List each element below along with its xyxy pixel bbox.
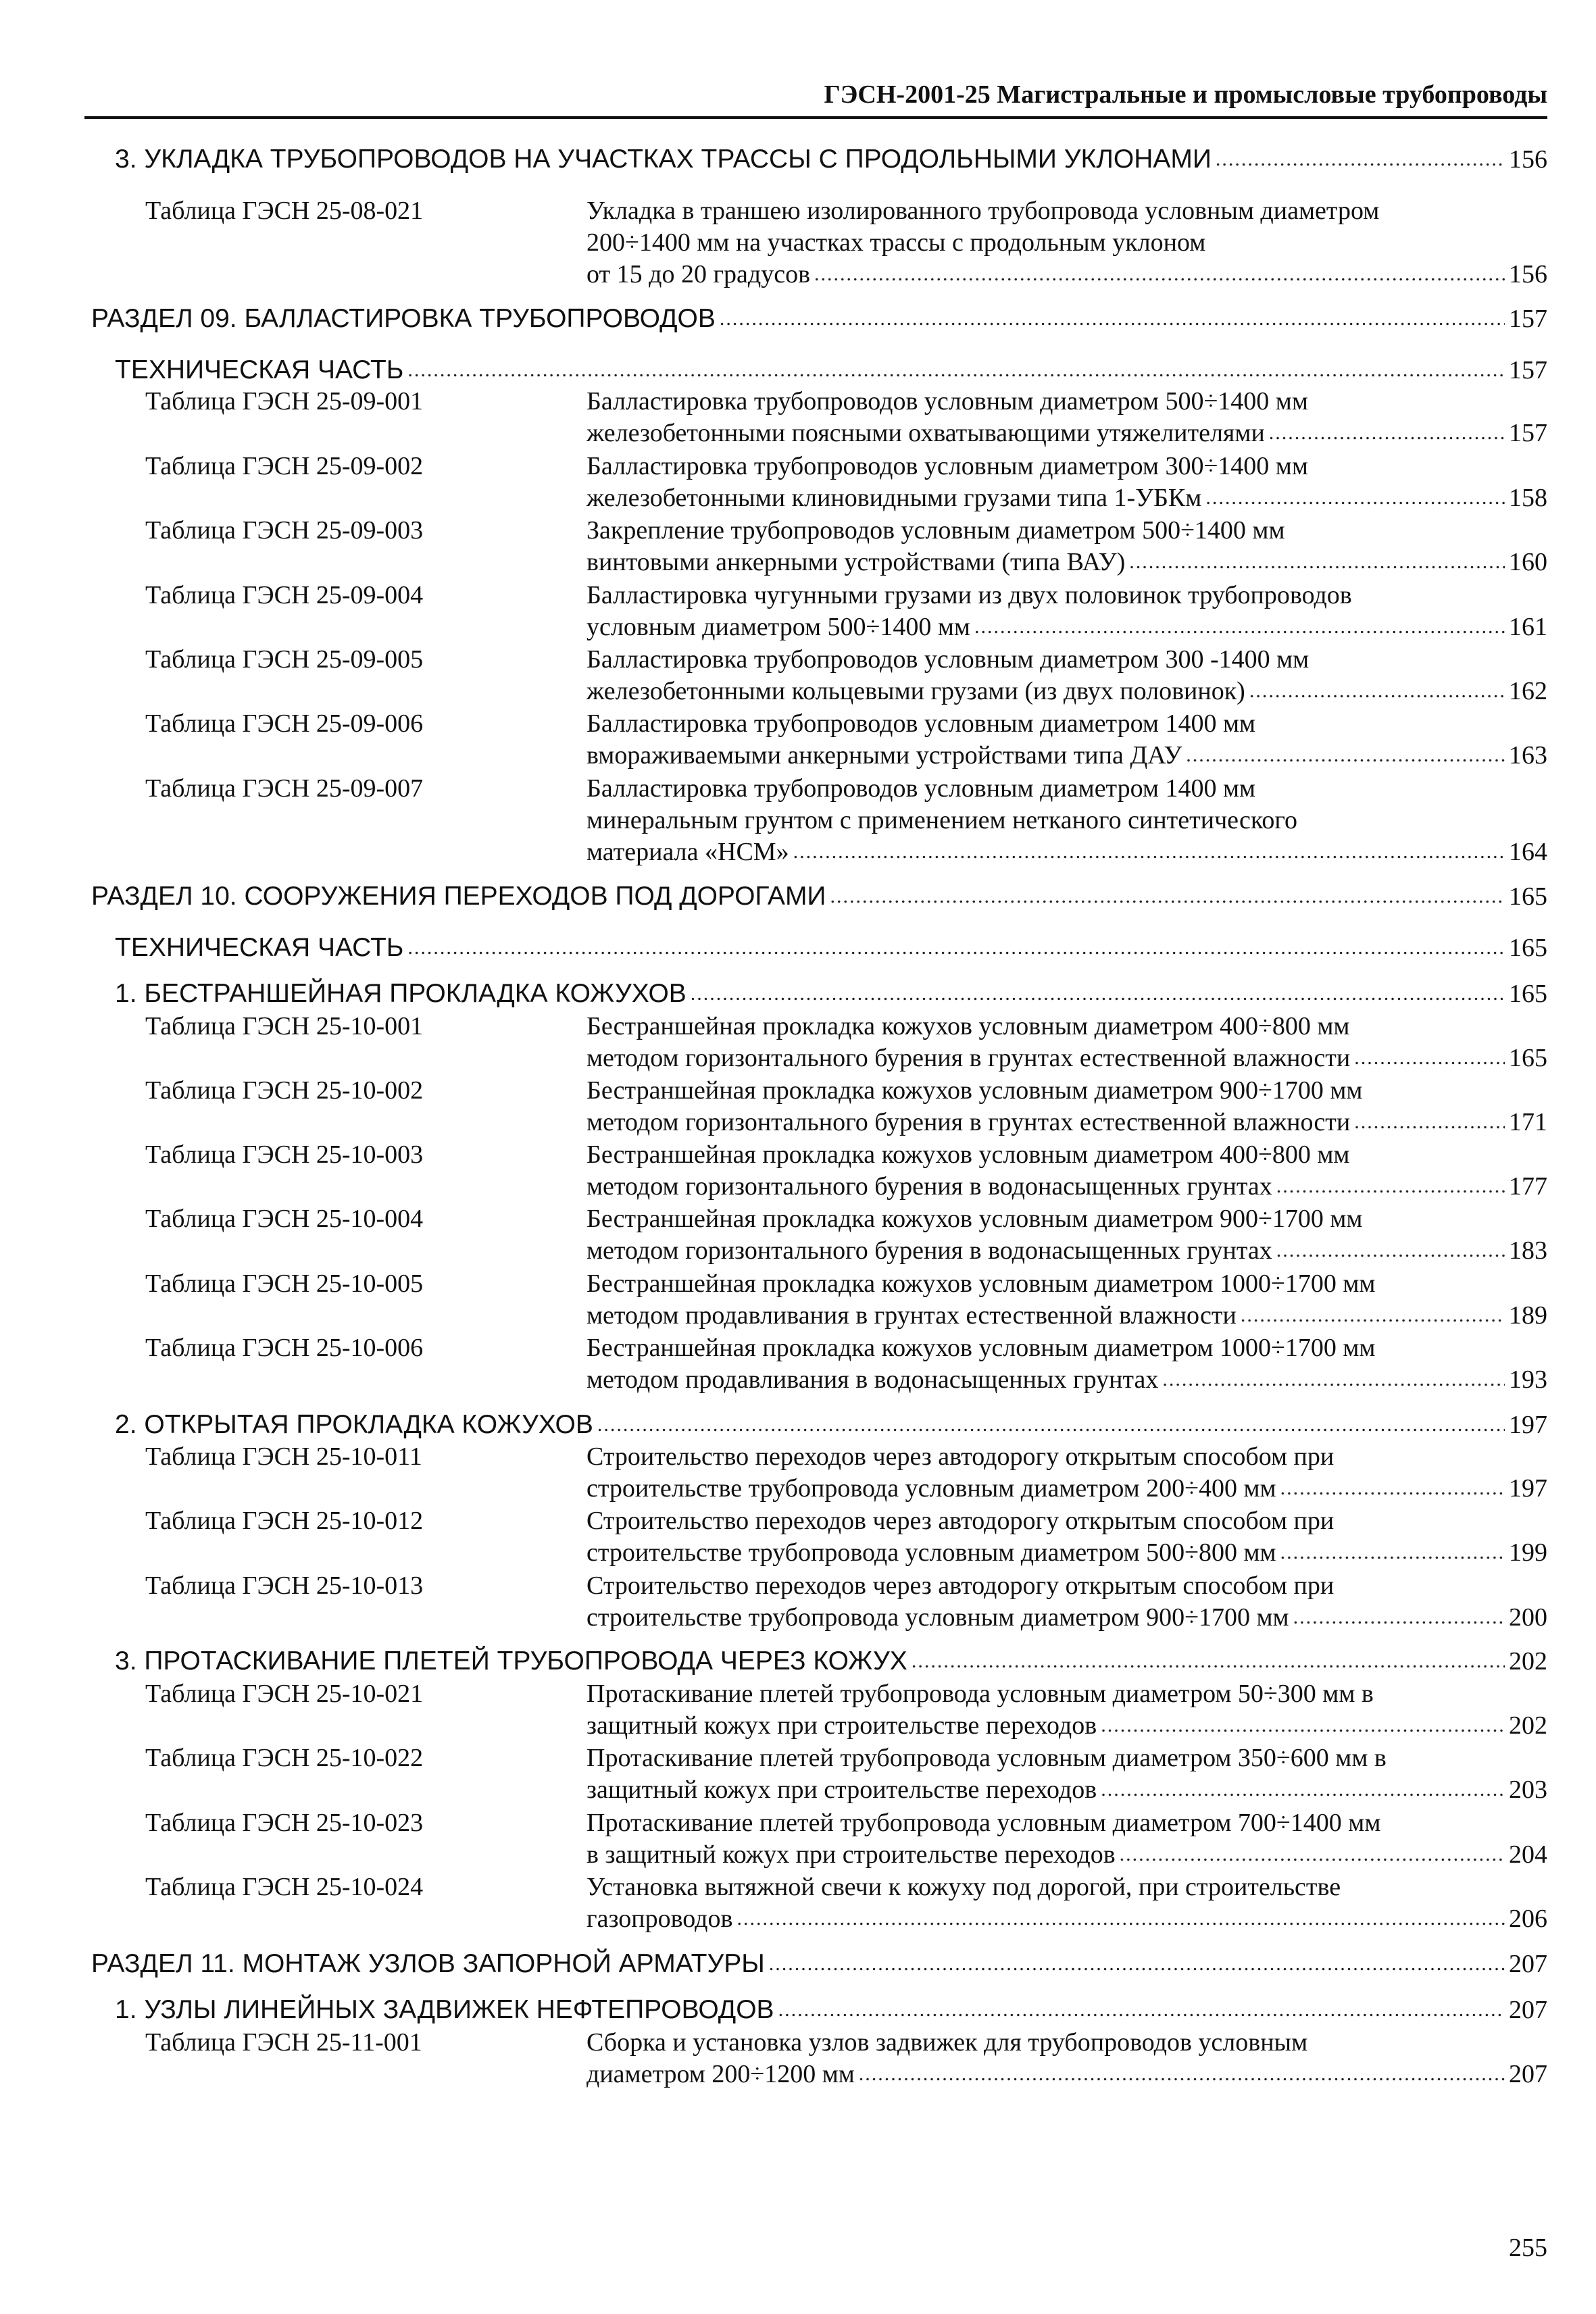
dot-leader <box>769 1949 1505 1979</box>
toc-entry-text: диаметром 200÷1200 мм <box>587 2060 855 2088</box>
toc-entry-text: от 15 до 20 градусов <box>587 260 811 288</box>
toc-page-number: 161 <box>1509 613 1547 641</box>
toc-page-number: 171 <box>1509 1108 1547 1136</box>
toc-entry-text: защитный кожух при строительстве переходов <box>587 1776 1097 1804</box>
toc-entry-line <box>587 222 1205 257</box>
toc-entry-line <box>587 607 1547 642</box>
dot-leader <box>830 882 1505 911</box>
toc-entry-text: Протаскивание плетей трубопровода условным диаметром 50÷300 мм в <box>587 1680 1374 1708</box>
toc-page-number: 157 <box>1509 356 1547 384</box>
table-ref-label: Таблица ГЭСН 25-10-004 <box>145 1205 424 1233</box>
dot-leader <box>859 2059 1505 2089</box>
toc-heading <box>91 1944 1547 1979</box>
dot-leader <box>814 259 1505 289</box>
toc-entry-line <box>587 478 1547 513</box>
dot-leader <box>1162 1365 1505 1394</box>
table-ref-label: Таблица ГЭСН 25-09-004 <box>145 581 424 609</box>
toc-page-number: 165 <box>1509 934 1547 962</box>
toc-entry-text: железобетонными кольцевыми грузами (из двух половинок) <box>587 677 1245 705</box>
toc-entry-line <box>587 575 1352 610</box>
toc-entry-text: Бестраншейная прокладка кожухов условным диаметром 400÷800 мм <box>587 1140 1350 1169</box>
dot-leader <box>691 979 1505 1009</box>
toc-page-number: 165 <box>1509 1044 1547 1072</box>
dot-leader <box>1276 1236 1505 1265</box>
table-ref-label: Таблица ГЭСН 25-10-022 <box>145 1744 424 1772</box>
toc-entry-line <box>587 1328 1375 1363</box>
toc-entry-line <box>587 1803 1380 1838</box>
toc-entry-line <box>587 1738 1387 1773</box>
table-ref-label: Таблица ГЭСН 25-11-001 <box>145 2028 422 2057</box>
toc-entry-text: строительстве трубопровода условным диаметром 200÷400 мм <box>587 1474 1276 1503</box>
toc-entry-line <box>587 1565 1334 1601</box>
toc-heading-text: 1. БЕСТРАНШЕЙНАЯ ПРОКЛАДКА КОЖУХОВ <box>115 979 687 1008</box>
toc-entry-line <box>587 1006 1349 1041</box>
dot-leader <box>1186 740 1505 770</box>
toc-heading-text: ТЕХНИЧЕСКАЯ ЧАСТЬ <box>115 355 404 384</box>
toc-entry-text: Строительство переходов через автодорогу открытым способом при <box>587 1507 1335 1535</box>
table-ref-label: Таблица ГЭСН 25-09-006 <box>145 709 424 738</box>
toc-heading <box>115 350 1547 385</box>
toc-heading <box>115 974 1547 1009</box>
table-ref-label: Таблица ГЭСН 25-09-007 <box>145 774 424 803</box>
toc-entry-line <box>587 735 1547 770</box>
toc-entry-line <box>587 1769 1547 1805</box>
toc-entry-line <box>587 768 1255 803</box>
toc-entry-text: Сборка и установка узлов задвижек для трубопроводов условным <box>587 2028 1308 2057</box>
toc-entry-line <box>587 1038 1547 1073</box>
toc-entry-text: методом горизонтального бурения в грунтах естественной влажности <box>587 1044 1351 1072</box>
toc-entry-text: защитный кожух при строительстве переходов <box>587 1711 1097 1740</box>
dot-leader <box>407 933 1505 963</box>
dot-leader <box>1101 1711 1505 1740</box>
toc-page-number: 165 <box>1509 980 1547 1008</box>
toc-heading-text: РАЗДЕЛ 09. БАЛЛАСТИРОВКА ТРУБОПРОВОДОВ <box>91 304 716 333</box>
toc-entry-text: железобетонными клиновидными грузами типа 1-УБКм <box>587 484 1202 512</box>
toc-entry-text: методом горизонтального бурения в водонасыщенных грунтах <box>587 1236 1272 1265</box>
dot-leader <box>1101 1775 1505 1805</box>
dot-leader <box>793 837 1505 867</box>
toc-entry-text: Балластировка трубопроводов условным диаметром 300÷1400 мм <box>587 452 1308 480</box>
dot-leader <box>974 612 1505 642</box>
toc-entry-text: методом продавливания в водонасыщенных грунтах <box>587 1365 1159 1394</box>
toc-entry-text: Балластировка трубопроводов условным диаметром 500÷1400 мм <box>587 387 1308 416</box>
table-ref-label: Таблица ГЭСН 25-10-006 <box>145 1334 424 1362</box>
toc-entry-text: Бестраншейная прокладка кожухов условным диаметром 900÷1700 мм <box>587 1205 1363 1233</box>
running-header: ГЭСН-2001-25 Магистральные и промысловые трубопроводы <box>824 80 1547 109</box>
toc-page-number: 197 <box>1509 1474 1547 1503</box>
toc-entry-text: Укладка в траншею изолированного трубопровода условным диаметром <box>587 197 1380 225</box>
toc-entry-line <box>587 2022 1307 2057</box>
toc-page-number: 189 <box>1509 1301 1547 1330</box>
toc-heading <box>115 1990 1547 2025</box>
table-ref-label: Таблица ГЭСН 25-10-011 <box>145 1442 422 1471</box>
toc-entry-text: Бестраншейная прокладка кожухов условным диаметром 400÷800 мм <box>587 1012 1350 1040</box>
toc-page-number: 207 <box>1509 1950 1547 1978</box>
toc-entry-line <box>587 254 1547 289</box>
toc-entry-line <box>587 1436 1334 1472</box>
toc-page-number: 202 <box>1509 1711 1547 1740</box>
toc-page-number: 183 <box>1509 1236 1547 1265</box>
toc-entry-line <box>587 1199 1362 1234</box>
toc-entry-line <box>587 1070 1362 1105</box>
toc-heading-text: 2. ОТКРЫТАЯ ПРОКЛАДКА КОЖУХОВ <box>115 1410 593 1439</box>
toc-entry-text: методом продавливания в грунтах естественной влажности <box>587 1301 1237 1330</box>
toc-heading <box>115 1405 1547 1440</box>
toc-page-number: 202 <box>1509 1647 1547 1676</box>
table-ref-label: Таблица ГЭСН 25-10-005 <box>145 1269 424 1298</box>
toc-entry-line <box>587 703 1255 738</box>
toc-entry-line <box>587 2054 1547 2089</box>
toc-entry-line <box>587 1134 1349 1169</box>
dot-leader <box>597 1410 1505 1440</box>
toc-heading <box>115 1641 1547 1676</box>
dot-leader <box>720 304 1505 334</box>
dot-leader <box>1354 1043 1505 1073</box>
toc-entry-line <box>587 1166 1547 1201</box>
toc-entry-text: Протаскивание плетей трубопровода условным диаметром 700÷1400 мм <box>587 1809 1381 1837</box>
toc-entry-text: методом горизонтального бурения в грунтах естественной влажности <box>587 1108 1351 1136</box>
toc-page-number: 177 <box>1509 1172 1547 1201</box>
toc-entry-line <box>587 510 1285 545</box>
toc-entry-line <box>587 1102 1547 1137</box>
toc-entry-text: Бестраншейная прокладка кожухов условным диаметром 1000÷1700 мм <box>587 1334 1376 1362</box>
dot-leader <box>1354 1107 1505 1137</box>
toc-heading <box>91 876 1547 911</box>
toc-entry-text: газопроводов <box>587 1905 733 1933</box>
toc-page-number: 206 <box>1509 1905 1547 1933</box>
toc-entry-line <box>587 1597 1547 1632</box>
toc-entry-text: материала «НСМ» <box>587 838 789 866</box>
toc-entry-text: Закрепление трубопроводов условным диаметром 500÷1400 мм <box>587 516 1285 545</box>
toc-page-number: 200 <box>1509 1603 1547 1632</box>
toc-heading-text: 3. УКЛАДКА ТРУБОПРОВОДОВ НА УЧАСТКАХ ТРАССЫ С ПРОДОЛЬНЫМИ УКЛОНАМИ <box>115 145 1212 174</box>
toc-entry-line <box>587 832 1547 867</box>
toc-entry-line <box>587 671 1547 706</box>
toc-entry-text: строительстве трубопровода условным диаметром 500÷800 мм <box>587 1538 1276 1567</box>
toc-page-number: 156 <box>1509 145 1547 174</box>
toc-entry-line <box>587 1705 1547 1740</box>
toc-entry-text: методом горизонтального бурения в водонасыщенных грунтах <box>587 1172 1272 1201</box>
toc-page-number: 164 <box>1509 838 1547 866</box>
table-ref-label: Таблица ГЭСН 25-10-024 <box>145 1873 424 1901</box>
toc-entry-line <box>587 1532 1547 1567</box>
toc-entry-text: Установка вытяжной свечи к кожуху под дорогой, при строительстве <box>587 1873 1341 1901</box>
toc-entry-text: Балластировка трубопроводов условным диаметром 1400 мм <box>587 709 1256 738</box>
toc-entry-line <box>587 1230 1547 1265</box>
dot-leader <box>1280 1538 1505 1567</box>
toc-entry-text: Балластировка трубопроводов условным диаметром 1400 мм <box>587 774 1256 803</box>
toc-page-number: 207 <box>1509 1996 1547 2024</box>
dot-leader <box>1276 1172 1505 1201</box>
toc-entry-line <box>587 1359 1547 1394</box>
toc-page-number: 207 <box>1509 2060 1547 2088</box>
toc-entry-text: условным диаметром 500÷1400 мм <box>587 613 970 641</box>
toc-heading-text: 1. УЗЛЫ ЛИНЕЙНЫХ ЗАДВИЖЕК НЕФТЕПРОВОДОВ <box>115 1995 774 2024</box>
table-ref-label: Таблица ГЭСН 25-10-001 <box>145 1012 424 1040</box>
dot-leader <box>1293 1603 1505 1632</box>
toc-heading <box>115 139 1547 174</box>
toc-page-number: 163 <box>1509 741 1547 770</box>
toc-entry-text: Бестраншейная прокладка кожухов условным диаметром 900÷1700 мм <box>587 1076 1363 1105</box>
dot-leader <box>1249 676 1505 706</box>
table-ref-label: Таблица ГЭСН 25-10-013 <box>145 1571 424 1600</box>
toc-page-number: 156 <box>1509 260 1547 288</box>
toc-page-number: 193 <box>1509 1365 1547 1394</box>
toc-entry-text: Строительство переходов через автодорогу открытым способом при <box>587 1442 1335 1471</box>
toc-entry-text: Балластировка трубопроводов условным диаметром 300 -1400 мм <box>587 645 1310 674</box>
toc-entry-line <box>587 639 1309 674</box>
toc-entry-line <box>587 413 1547 448</box>
table-ref-label: Таблица ГЭСН 25-10-002 <box>145 1076 424 1105</box>
toc-heading-text: ТЕХНИЧЕСКАЯ ЧАСТЬ <box>115 933 404 962</box>
toc-entry-line <box>587 1263 1375 1299</box>
toc-entry-text: строительстве трубопровода условным диаметром 900÷1700 мм <box>587 1603 1289 1632</box>
toc-heading <box>115 928 1547 963</box>
dot-leader <box>778 1995 1505 2025</box>
toc-entry-text: железобетонными поясными охватывающими утяжелителями <box>587 419 1265 447</box>
table-ref-label: Таблица ГЭСН 25-09-002 <box>145 452 424 480</box>
page-number: 255 <box>1509 2234 1547 2262</box>
toc-entry-text: Строительство переходов через автодорогу открытым способом при <box>587 1571 1335 1600</box>
dot-leader <box>1129 547 1505 577</box>
toc-entry-line <box>587 1501 1334 1536</box>
toc-page-number: 203 <box>1509 1776 1547 1804</box>
table-ref-label: Таблица ГЭСН 25-08-021 <box>145 197 424 225</box>
toc-entry-line <box>587 800 1297 835</box>
toc-entry-line <box>587 446 1308 481</box>
toc-heading <box>91 299 1547 334</box>
table-ref-label: Таблица ГЭСН 25-09-005 <box>145 645 424 674</box>
toc-page-number: 197 <box>1509 1411 1547 1439</box>
toc-page-number: 160 <box>1509 548 1547 576</box>
toc-entry-text: Протаскивание плетей трубопровода условным диаметром 350÷600 мм в <box>587 1744 1387 1772</box>
table-ref-label: Таблица ГЭСН 25-10-003 <box>145 1140 424 1169</box>
dot-leader <box>1269 418 1505 448</box>
table-ref-label: Таблица ГЭСН 25-10-023 <box>145 1809 424 1837</box>
header-rule <box>84 116 1547 119</box>
dot-leader <box>912 1646 1505 1676</box>
toc-entry-line <box>587 381 1308 416</box>
table-ref-label: Таблица ГЭСН 25-10-021 <box>145 1680 424 1708</box>
toc-page-number: 204 <box>1509 1840 1547 1869</box>
toc-entry-line <box>587 1867 1341 1902</box>
toc-entry-line <box>587 542 1547 577</box>
toc-heading-text: 3. ПРОТАСКИВАНИЕ ПЛЕТЕЙ ТРУБОПРОВОДА ЧЕРЕЗ КОЖУХ <box>115 1646 907 1676</box>
table-ref-label: Таблица ГЭСН 25-09-001 <box>145 387 424 416</box>
toc-page-number: 199 <box>1509 1538 1547 1567</box>
table-ref-label: Таблица ГЭСН 25-09-003 <box>145 516 424 545</box>
toc-entry-text: винтовыми анкерными устройствами (типа ВАУ) <box>587 548 1126 576</box>
toc-entry-text: Балластировка чугунными грузами из двух половинок трубопроводов <box>587 581 1352 609</box>
dot-leader <box>1241 1301 1505 1330</box>
toc-entry-line <box>587 1295 1547 1330</box>
toc-page-number: 165 <box>1509 882 1547 911</box>
toc-entry-text: 200÷1400 мм на участках трассы с продольным уклоном <box>587 228 1206 257</box>
toc-heading-text: РАЗДЕЛ 10. СООРУЖЕНИЯ ПЕРЕХОДОВ ПОД ДОРОГАМИ <box>91 882 826 911</box>
toc-entry-line <box>587 1674 1374 1709</box>
toc-entry-text: в защитный кожух при строительстве переходов <box>587 1840 1116 1869</box>
toc-heading-text: РАЗДЕЛ 11. МОНТАЖ УЗЛОВ ЗАПОРНОЙ АРМАТУРЫ <box>91 1949 765 1978</box>
toc-entry-line <box>587 191 1379 226</box>
toc-entry-line <box>587 1834 1547 1869</box>
toc-page-number: 162 <box>1509 677 1547 705</box>
toc-entry-text: Бестраншейная прокладка кожухов условным диаметром 1000÷1700 мм <box>587 1269 1376 1298</box>
dot-leader <box>1120 1840 1505 1869</box>
toc-page-number: 158 <box>1509 484 1547 512</box>
toc-entry-line <box>587 1898 1547 1934</box>
table-ref-label: Таблица ГЭСН 25-10-012 <box>145 1507 424 1535</box>
toc-entry-text: минеральным грунтом с применением нетканого синтетического <box>587 806 1298 834</box>
dot-leader <box>1280 1474 1505 1503</box>
dot-leader <box>1216 145 1505 174</box>
toc-entry-text: вмораживаемыми анкерными устройствами типа ДАУ <box>587 741 1182 770</box>
toc-entry-line <box>587 1468 1547 1503</box>
dot-leader <box>1205 483 1505 513</box>
dot-leader <box>737 1904 1505 1934</box>
toc-page-number: 157 <box>1509 305 1547 333</box>
toc-page-number: 157 <box>1509 419 1547 447</box>
